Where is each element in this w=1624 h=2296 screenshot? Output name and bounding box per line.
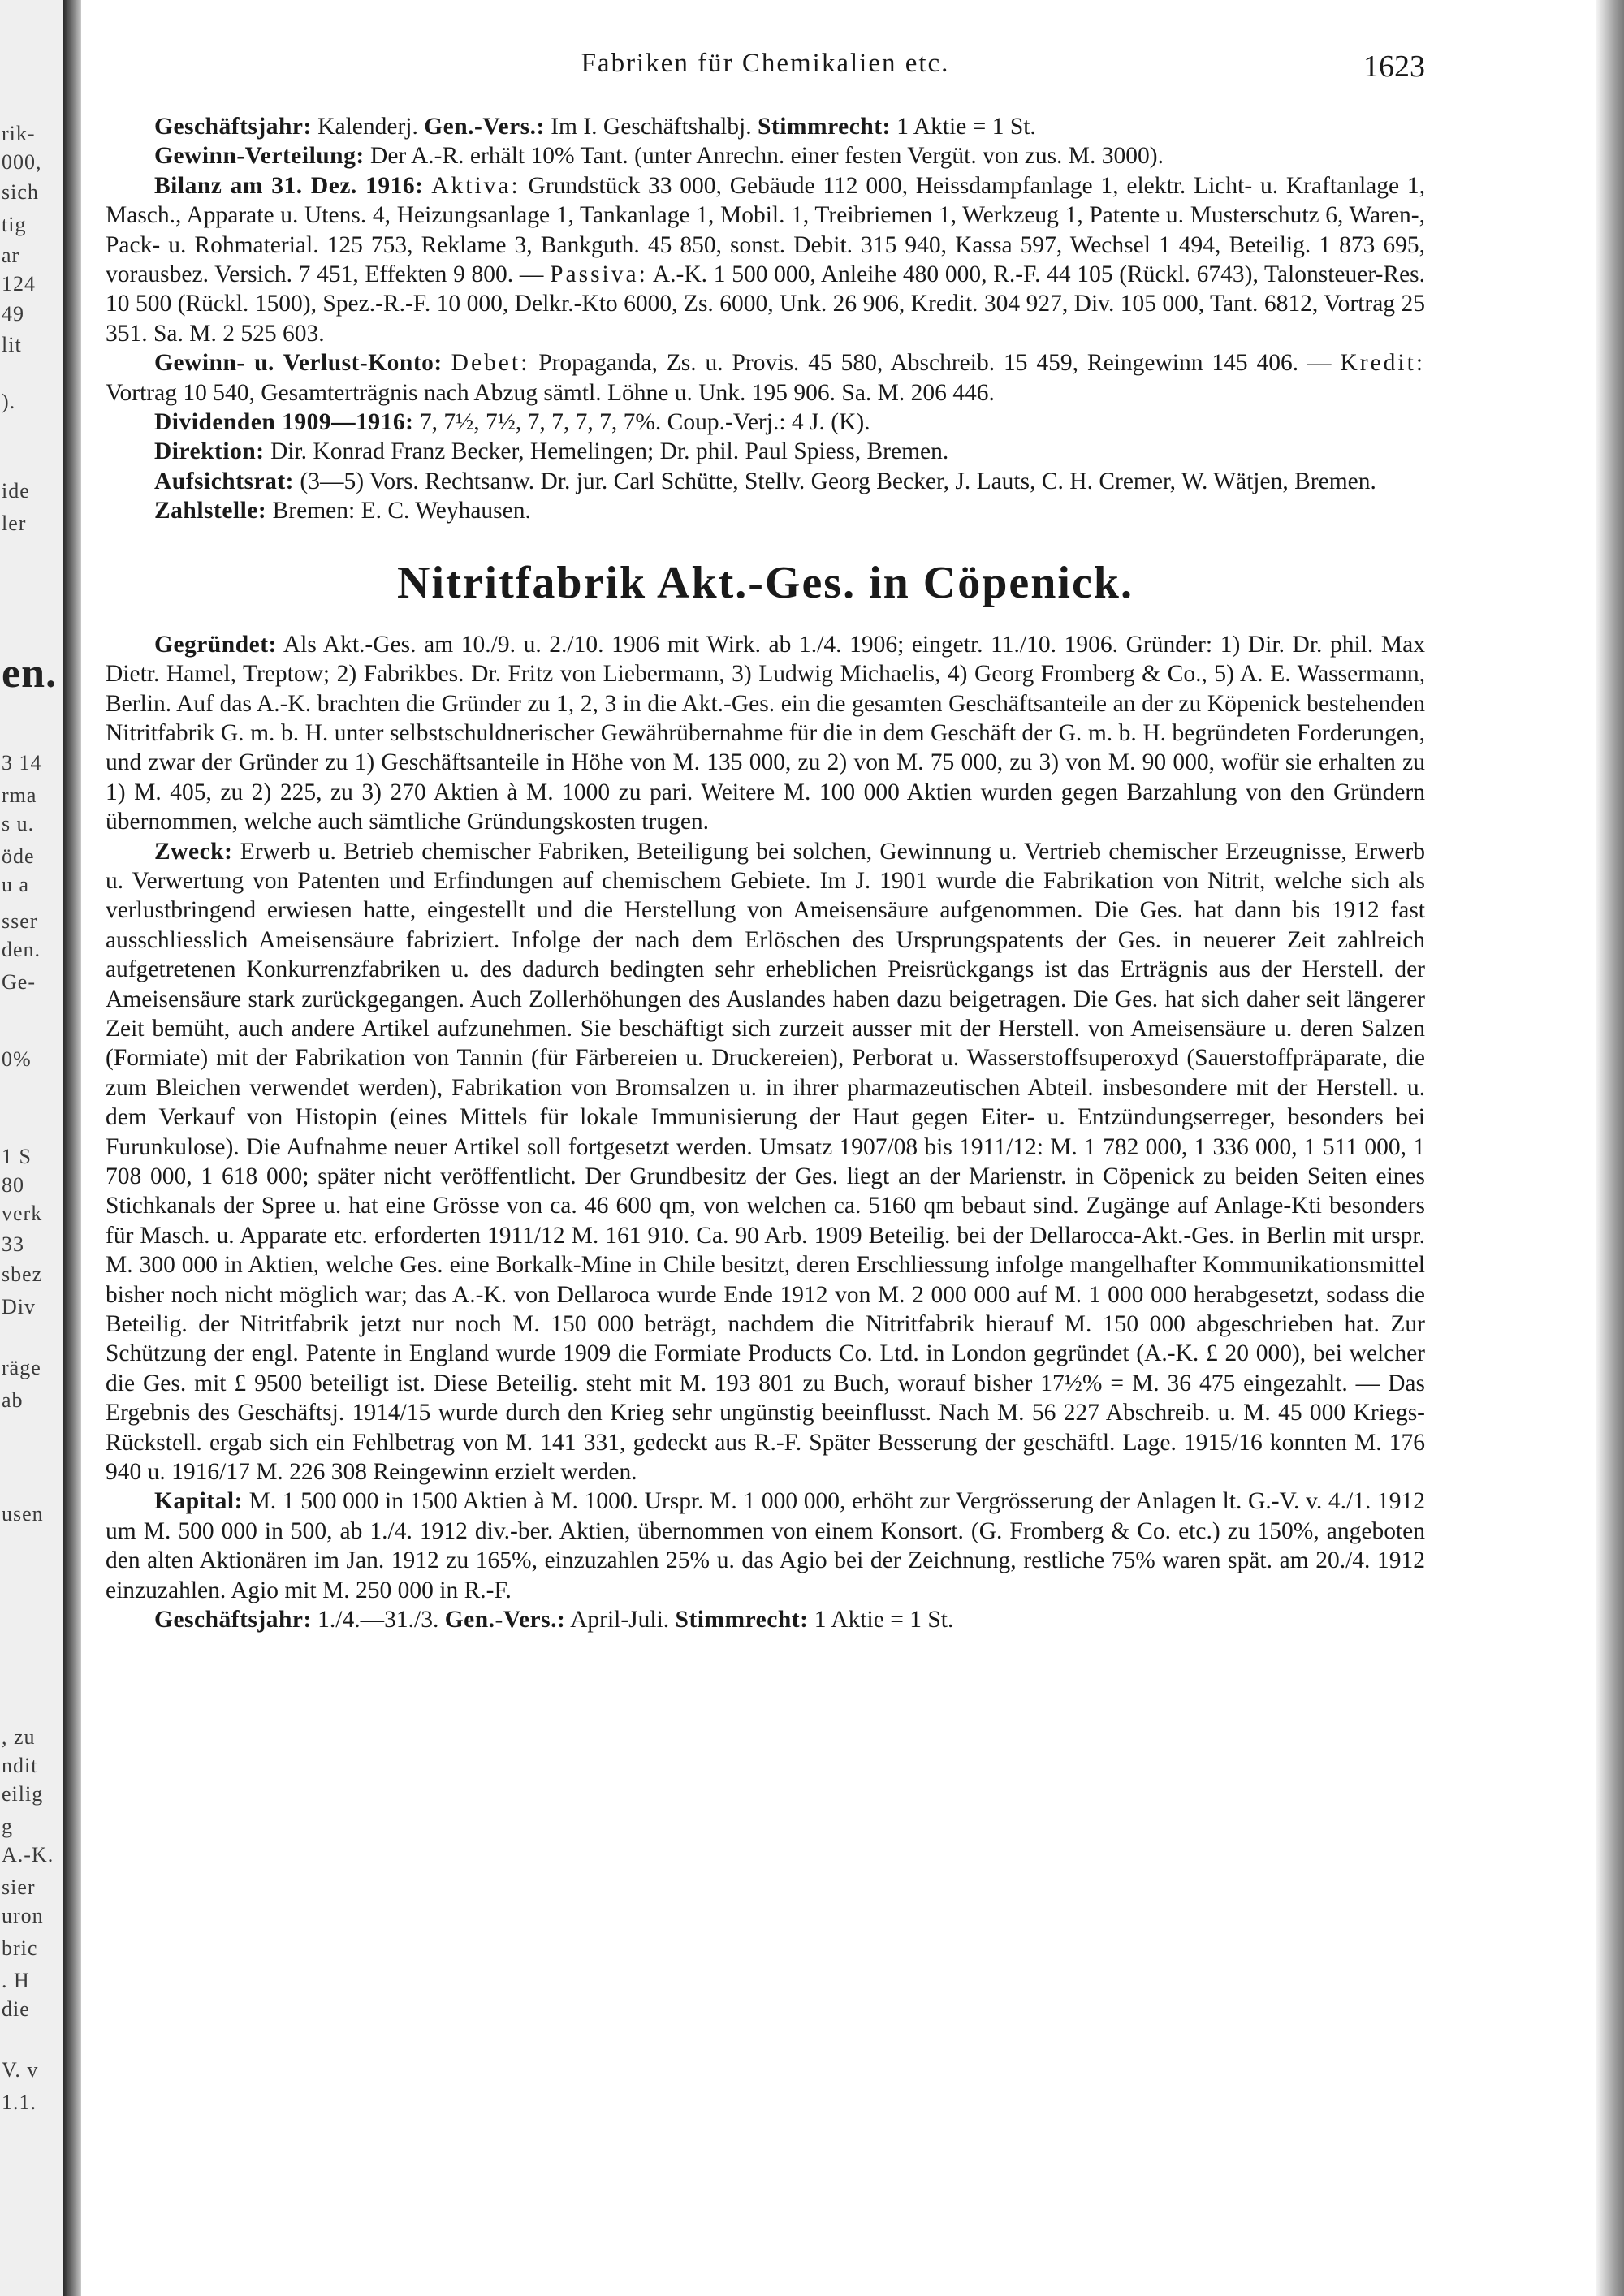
- page-content: [106, 49, 1425, 1635]
- company-a-direktion: [106, 437, 1425, 466]
- facing-page-fragment: u a: [2, 873, 30, 896]
- stimmrecht-value: 1 Aktie = 1 St.: [896, 114, 1036, 140]
- facing-page-fragment: 1 S: [2, 1145, 32, 1168]
- company-a-meeting-info: [106, 112, 1425, 141]
- facing-page-fragment: g: [2, 1815, 13, 1838]
- gegruendet-value: Als Akt.-Ges. am 10./9. u. 2./10. 1906 mit Wirk. ab 1./4. 1906; eingetr. 11./10. 1906. Gründer: 1) Dir. Dr. phil. Max Dietr. Hamel, Treptow; 2) Fabrikbes. Dr. Fritz von Liebermann, 3) Ludwig Michaelis, 4) Georg Fromberg & Co., 5) A. E. Wassermann, Berlin. Auf das A.-K. brachten die Gründer zu 1, 2, 3 in die Akt.-Ges. ein die gesamten Geschäftsanteile an der zu Köpenick bestehenden Nitritfabrik G. m. b. H. unter selbstschuldnerischer Gewährübernahme für die in dem Geschäft der G. m. b. H. begründeten Forderungen, und zwar der Gründer zu 1) Geschäftsanteile in Höhe von M. 135 000, zu 2) von M. 75 000, zu 3) von M. 90 000, wofür sie erhalten zu 1) M. 405, zu 2) 225, zu 3) 270 Aktien à M. 1000 zu pari. Weitere M. 100 000 Aktien wurden gegen Barzahlung von den Gründern übernommen, welche auch sämtliche Gründungskosten trugen.: [106, 631, 1425, 835]
- right-page-edge: [1596, 0, 1624, 2296]
- facing-page-fragment: , zu: [2, 1725, 36, 1749]
- passiva-label: Passiva:: [550, 261, 648, 288]
- gen-vers-label: Gen.-Vers.:: [424, 114, 545, 140]
- zweck-label: Zweck:: [154, 838, 233, 865]
- facing-page-fragment: ab: [2, 1388, 24, 1412]
- kapital-label: Kapital:: [154, 1488, 243, 1515]
- company-b-title: Nitritfabrik Akt.-Ges. in Cöpenick.: [397, 557, 1134, 608]
- kredit-value: Vortrag 10 540, Gesamterträgnis nach Abzug sämtl. Löhne u. Unk. 195 906. Sa. M. 206 446.: [106, 379, 995, 406]
- facing-page-fragment: räge: [2, 1356, 41, 1379]
- passiva-value: A.-K. 1 500 000, Anleihe 480 000, R.-F. 44 105 (Rückl. 6743), Talonsteuer-Res. 10 500 (Rückl. 1500), Spez.-R.-F. 10 000, Delkr.-Kto 6000, Zs. 6000, Unk. 26 906, Kredit. 304 927, Div. 105 000, Tant. 6812, Vortrag 25 351. Sa. M. 2 525 603.: [106, 261, 1426, 347]
- facing-page-fragment: rma: [2, 783, 37, 807]
- page-number: 1623: [1363, 50, 1425, 84]
- facing-page-fragment: . H: [2, 1969, 30, 1992]
- company-b-gegruendet: [106, 630, 1425, 837]
- aktiva-label: Aktiva:: [431, 172, 520, 199]
- debet-value: Propaganda, Zs. u. Provis. 45 580, Abschreib. 15 459, Reingewinn 145 406. —: [538, 350, 1332, 377]
- aktiva-value: Grundstück 33 000, Gebäude 112 000, Heissdampfanlage 1, elektr. Licht- u. Kraftanlage 1, Masch., Apparate u. Utens. 4, Heizungsanlage 1, Tankanlage 1, Mobil. 1, Treibriemen 1, Werkzeug 1, Patente u. Musterschutz 6, Waren-, Pack- u. Rohmaterial. 125 753, Reklame 3, Bankguth. 45 850, sonst. Debit. 315 940, Kassa 597, Wechsel 1 494, Beteilig. 1 873 695, vorausbez. Versich. 7 451, Effekten 9 800. —: [106, 172, 1426, 288]
- stimmrecht-b-label: Stimmrecht:: [675, 1607, 809, 1634]
- company-b-meeting-info: [106, 1605, 1425, 1634]
- aufsichtsrat-value: (3—5) Vors. Rechtsanw. Dr. jur. Carl Schütte, Stellv. Georg Becker, J. Lauts, C. H. Cremer, W. Wätjen, Bremen.: [300, 468, 1376, 494]
- kapital-value: M. 1 500 000 in 1500 Aktien à M. 1000. Urspr. M. 1 000 000, erhöht zur Vergrösserung der Anlagen lt. G.-V. v. 4./1. 1912 um M. 500 000 in 500, ab 1./4. 1912 div.-ber. Aktien, übernommen von einem Konsort. (G. Fromberg & Co. etc.) zu 150%, angeboten den alten Aktionären im Jan. 1912 zu 165%, einzuzahlen 25% u. das Agio bei der Zeichnung, restliche 75% waren spät. am 20./4. 1912 einzuzahlen. Agio mit M. 250 000 in R.-F.: [106, 1488, 1426, 1603]
- facing-page-fragment: s u.: [2, 812, 35, 835]
- company-a-dividenden: [106, 408, 1425, 437]
- facing-page-fragment: sser: [2, 909, 38, 933]
- facing-page-fragment: sich: [2, 180, 39, 204]
- dividenden-label: Dividenden 1909—1916:: [154, 409, 414, 436]
- facing-page-fragment: rik-: [2, 122, 36, 145]
- facing-page-fragment: ar: [2, 244, 20, 267]
- gewinn-value: Der A.-R. erhält 10% Tant. (unter Anrechn. einer festen Vergüt. von zus. M. 3000).: [370, 143, 1164, 170]
- facing-page-fragment: die: [2, 1997, 30, 2021]
- facing-page-fragment: den.: [2, 938, 41, 961]
- facing-page-fragment: 33: [2, 1232, 24, 1256]
- direktion-label: Direktion:: [154, 438, 265, 465]
- company-a-guv: [106, 348, 1425, 408]
- facing-page-fragment: sbez: [2, 1262, 43, 1286]
- geschaeftsjahr-value: Kalenderj.: [317, 114, 418, 140]
- geschaeftsjahr-b-value: 1./4.—31./3.: [317, 1607, 439, 1634]
- facing-page-fragment: sier: [2, 1875, 36, 1899]
- facing-page-fragment: verk: [2, 1202, 43, 1225]
- gegruendet-label: Gegründet:: [154, 631, 277, 658]
- zahlstelle-value: Bremen: E. C. Weyhausen.: [272, 498, 531, 524]
- gen-vers-b-value: April-Juli.: [570, 1607, 670, 1634]
- facing-page-fragment: 80: [2, 1173, 24, 1197]
- gen-vers-value: Im I. Geschäftshalbj.: [551, 114, 752, 140]
- facing-page-fragment: ide: [2, 479, 30, 503]
- facing-page-fragment: 49: [2, 302, 24, 326]
- binding-shadow: [63, 0, 81, 2296]
- company-b-zweck: [106, 837, 1425, 1487]
- facing-page-fragment: uron: [2, 1904, 44, 1927]
- facing-page-fragment: ler: [2, 511, 27, 535]
- facing-page-fragment: 124: [2, 272, 36, 296]
- kredit-label: Kredit:: [1340, 350, 1426, 377]
- bilanz-label: Bilanz am 31. Dez. 1916:: [154, 172, 424, 199]
- gen-vers-b-label: Gen.-Vers.:: [444, 1607, 566, 1634]
- stimmrecht-label: Stimmrecht:: [758, 114, 891, 140]
- guv-label: Gewinn- u. Verlust-Konto:: [154, 350, 443, 377]
- facing-page-fragment: 000,: [2, 150, 42, 174]
- facing-page-fragment: eilig: [2, 1782, 44, 1806]
- geschaeftsjahr-label: Geschäftsjahr:: [154, 114, 312, 140]
- facing-page-fragment: V. v: [2, 2058, 39, 2082]
- facing-page-fragment: 3 14: [2, 751, 42, 775]
- debet-label: Debet:: [451, 350, 530, 377]
- facing-page-fragment: 1.1.: [2, 2091, 37, 2114]
- running-title: Fabriken für Chemikalien etc.: [581, 49, 950, 78]
- facing-page-fragment: A.-K.: [2, 1843, 54, 1867]
- facing-page-fragment: lit: [2, 333, 22, 356]
- facing-page-fragment: en.: [2, 650, 57, 697]
- company-a-aufsichtsrat: [106, 467, 1425, 496]
- company-b-kapital: [106, 1487, 1425, 1605]
- facing-page-fragment: ).: [2, 390, 16, 413]
- facing-page-fragment: 0%: [2, 1047, 32, 1071]
- dividenden-value: 7, 7½, 7½, 7, 7, 7, 7, 7%. Coup.-Verj.: 4 J. (K).: [419, 409, 870, 436]
- zweck-value: Erwerb u. Betrieb chemischer Fabriken, Beteiligung bei solchen, Gewinnung u. Vertrieb chemischer Erzeugnisse, Erwerb u. Verwertung von Patenten und Erfindungen auf chemischem Gebiete. Im J. 1901 wurde die Fabrikation von Nitrit, welche sich als verlustbringend erwiesen hatte, eingestellt und die Herstellung von Ameisensäure aufgenommen. Die Ges. hat dann bis 1912 fast ausschliesslich Ameisensäure fabriziert. Infolge der nach dem Erlöschen des Ursprungspatents der Ges. in neuerer Zeit zahlreich aufgetretenen Konkurrenzfabriken u. des dadurch bedingten sehr erheblichen Preisrückgangs ist das Erträgnis aus der Herstell. der Ameisensäure stark zurückgegangen. Auch Zollerhöhungen des Auslandes haben dazu beigetragen. Die Ges. hat sich daher seit längerer Zeit bemüht, auch andere Artikel aufzunehmen. Sie beschäftigt sich zurzeit ausser mit der Herstell. von Ameisensäure u. deren Salzen (Formiate) mit der Fabrikation von Tannin (für Färbereien u. Druckereien), Perborat u. Wasserstoffsuperoxyd (Sauerstoffpräparate, die zum Bleichen verwendet werden), Fabrikation von Bromsalzen u. in ihrer pharmazeutischen Abteil. insbesondere mit der Herstell. u. dem Verkauf von Histopin (eines Mittels für lokale Immunisierung der Haut gegen Eiter- u. Entzündungserreger, besonders bei Furunkulose). Die Aufnahme neuer Artikel soll fortgesetzt werden. Umsatz 1907/08 bis 1911/12: M. 1 782 000, 1 336 000, 1 511 000, 1 708 000, 1 618 000; später nicht veröffentlicht. Der Grundbesitz der Ges. liegt an der Marienstr. in Cöpenick zu beiden Seiten eines Stichkanals der Spree u. hat eine Grösse von ca. 46 600 qm, von welchen ca. 5160 qm bebaut sind. Zugänge auf Anlage-Kti besonders für Masch. u. Apparate etc. erforderten 1911/12 M. 161 910. Ca. 90 Arb. 1909 Beteilig. bei der Dellarocca-Akt.-Ges. in Berlin mit urspr. M. 300 000 in Aktien, welche Ges. eine Borkalk-Mine in Chile besitzt, deren Erschliessung infolge mangelhafter Kommunikationsmittel bisher noch nicht möglich war; das A.-K. von Dellaroca wurde Ende 1912 von M. 2 000 000 auf M. 1 000 000 herabgesetzt, sodass die Beteilig. der Nitritfabrik jetzt nur noch M. 150 000 beträgt, nachdem die Nitritfabrik hierauf M. 150 000 abgeschrieben hat. Zur Schützung der engl. Patente in England wurde 1909 die Formiate Products Co. Ltd. in London gegründet (A.-K. £ 20 000), bei welcher die Ges. mit £ 9500 beteiligt ist. Diese Beteilig. steht mit M. 193 801 zu Buch, worauf bisher 17½% = M. 36 475 eingezahlt. — Das Ergebnis des Geschäftsj. 1914/15 wurde durch den Krieg sehr ungünstig beeinflusst. Nach M. 56 227 Abschreib. u. M. 45 000 Kriegs-Rückstell. ergab sich ein Fehlbetrag von M. 141 331, gedeckt aus R.-F. Später Besserung der geschäftl. Lage. 1915/16 konnten M. 176 940 u. 1916/17 M. 226 308 Reingewinn erzielt werden.: [106, 838, 1426, 1486]
- company-a-gewinn-verteilung: [106, 141, 1425, 170]
- facing-page-fragment: öde: [2, 844, 35, 868]
- facing-page-fragment: usen: [2, 1502, 44, 1526]
- page-header: [106, 49, 1425, 94]
- gewinn-label: Gewinn-Verteilung:: [154, 143, 365, 170]
- facing-page-fragment: ndit: [2, 1754, 38, 1777]
- zahlstelle-label: Zahlstelle:: [154, 498, 267, 524]
- left-margin-facing-page: [0, 0, 81, 2296]
- geschaeftsjahr-b-label: Geschäftsjahr:: [154, 1607, 312, 1634]
- company-a-zahlstelle: [106, 496, 1425, 525]
- facing-page-fragment: Ge-: [2, 970, 36, 994]
- direktion-value: Dir. Konrad Franz Becker, Hemelingen; Dr. phil. Paul Spiess, Bremen.: [270, 438, 949, 465]
- facing-page-fragment: tig: [2, 213, 27, 236]
- company-a-bilanz: [106, 171, 1425, 348]
- facing-page-fragment: Div: [2, 1295, 36, 1318]
- aufsichtsrat-label: Aufsichtsrat:: [154, 468, 295, 494]
- stimmrecht-b-value: 1 Aktie = 1 St.: [814, 1607, 954, 1634]
- facing-page-fragment: bric: [2, 1936, 38, 1960]
